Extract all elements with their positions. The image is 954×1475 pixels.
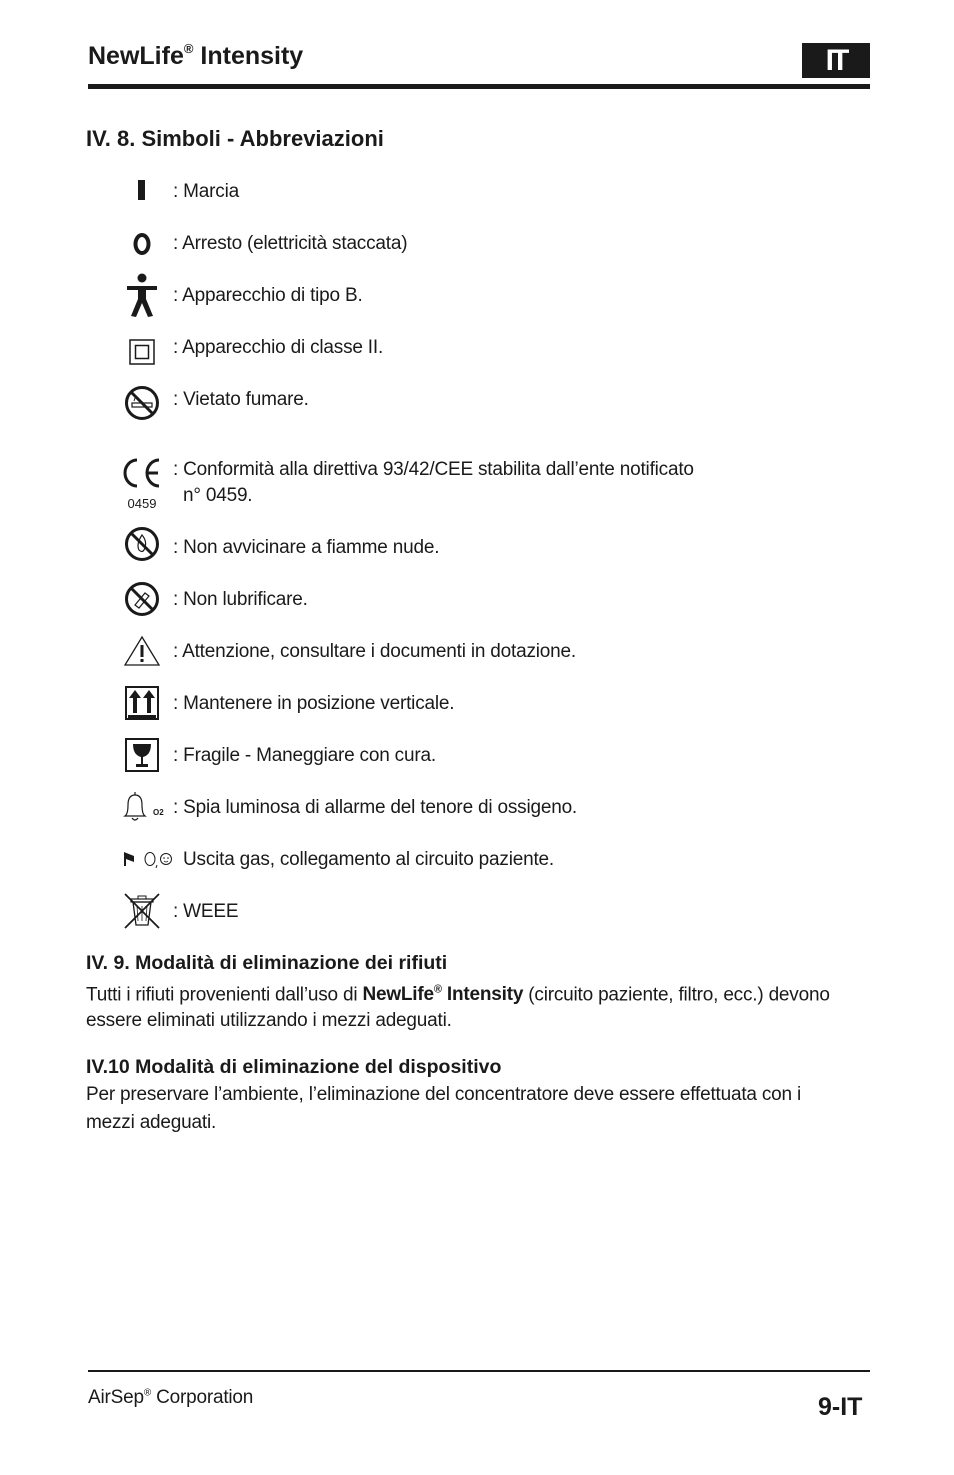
section-title-rifiuti: IV. 9. Modalità di eliminazione dei rifiuti	[86, 952, 448, 974]
section-text-rifiuti: Tutti i rifiuti provenienti dall’uso di NewLife® Intensity (circuito paziente, filtro, ecc.) devono essere eliminati utilizzando i mezzi adeguati.	[86, 984, 830, 1032]
symbol-label-conformita	[173, 457, 694, 509]
symbol-label-fragile: : Fragile - Maneggiare con cura.	[173, 745, 436, 766]
symbol-label-classe-ii: : Apparecchio di classe II.	[173, 337, 384, 358]
symbol-label-allarme-ossigeno: : Spia luminosa di allarme del tenore di ossigeno.	[173, 797, 578, 818]
warning-triangle-icon	[118, 631, 166, 671]
page-number: 9-IT	[818, 1393, 863, 1421]
symbol-label-marcia: : Marcia	[173, 181, 239, 202]
symbol-label-weee: : WEEE	[173, 901, 239, 922]
header-divider	[88, 84, 870, 89]
off-symbol-icon	[118, 224, 166, 264]
no-lubricate-icon	[118, 579, 166, 619]
symbol-label-attenzione: : Attenzione, consultare i documenti in dotazione.	[173, 641, 576, 662]
class-ii-device-icon	[118, 332, 166, 372]
section-text-dispositivo: Per preservare l’ambiente, l’eliminazione del concentratore deve essere effettuata con i mezzi adeguati.	[86, 1084, 802, 1133]
fragile-glass-icon	[118, 735, 166, 775]
symbol-label-uscita-gas: Uscita gas, collegamento al circuito paziente.	[183, 849, 554, 870]
no-smoking-icon	[118, 383, 166, 423]
type-b-device-icon	[118, 276, 166, 316]
oxygen-alarm-bell-icon	[118, 787, 166, 827]
no-open-flame-icon	[118, 524, 166, 564]
on-symbol-icon	[118, 170, 166, 210]
section-title-dispositivo: IV.10 Modalità di eliminazione del dispositivo	[86, 1056, 502, 1078]
gas-outlet-icon	[122, 839, 184, 879]
ce-mark-icon	[118, 452, 166, 512]
ce-notified-body-number: 0459	[127, 496, 157, 511]
symbol-label-vietato-fumare: : Vietato fumare.	[173, 389, 309, 410]
section-title-symbols: IV. 8. Simboli - Abbreviazioni	[86, 126, 384, 151]
oxygen-label: O2	[153, 808, 164, 817]
symbol-label-fiamme: : Non avvicinare a fiamme nude.	[173, 537, 440, 558]
symbol-label-tipo-b: : Apparecchio di tipo B.	[173, 285, 363, 306]
symbol-label-verticale: : Mantenere in posizione verticale.	[173, 693, 455, 714]
footer-company: AirSep® Corporation	[88, 1387, 254, 1408]
conformita-line-1: : Conformità alla direttiva 93/42/CEE stabilita dall’ente notificato	[173, 459, 694, 480]
symbol-label-arresto: : Arresto (elettricità staccata)	[173, 233, 408, 254]
footer-divider	[88, 1370, 870, 1372]
weee-bin-icon	[118, 889, 166, 933]
this-way-up-icon	[118, 683, 166, 723]
document-title: NewLife® Intensity	[88, 40, 304, 70]
conformita-line-2: n° 0459.	[183, 485, 253, 506]
symbol-label-lubrificare: : Non lubrificare.	[173, 589, 308, 610]
language-badge: IT	[802, 43, 870, 78]
